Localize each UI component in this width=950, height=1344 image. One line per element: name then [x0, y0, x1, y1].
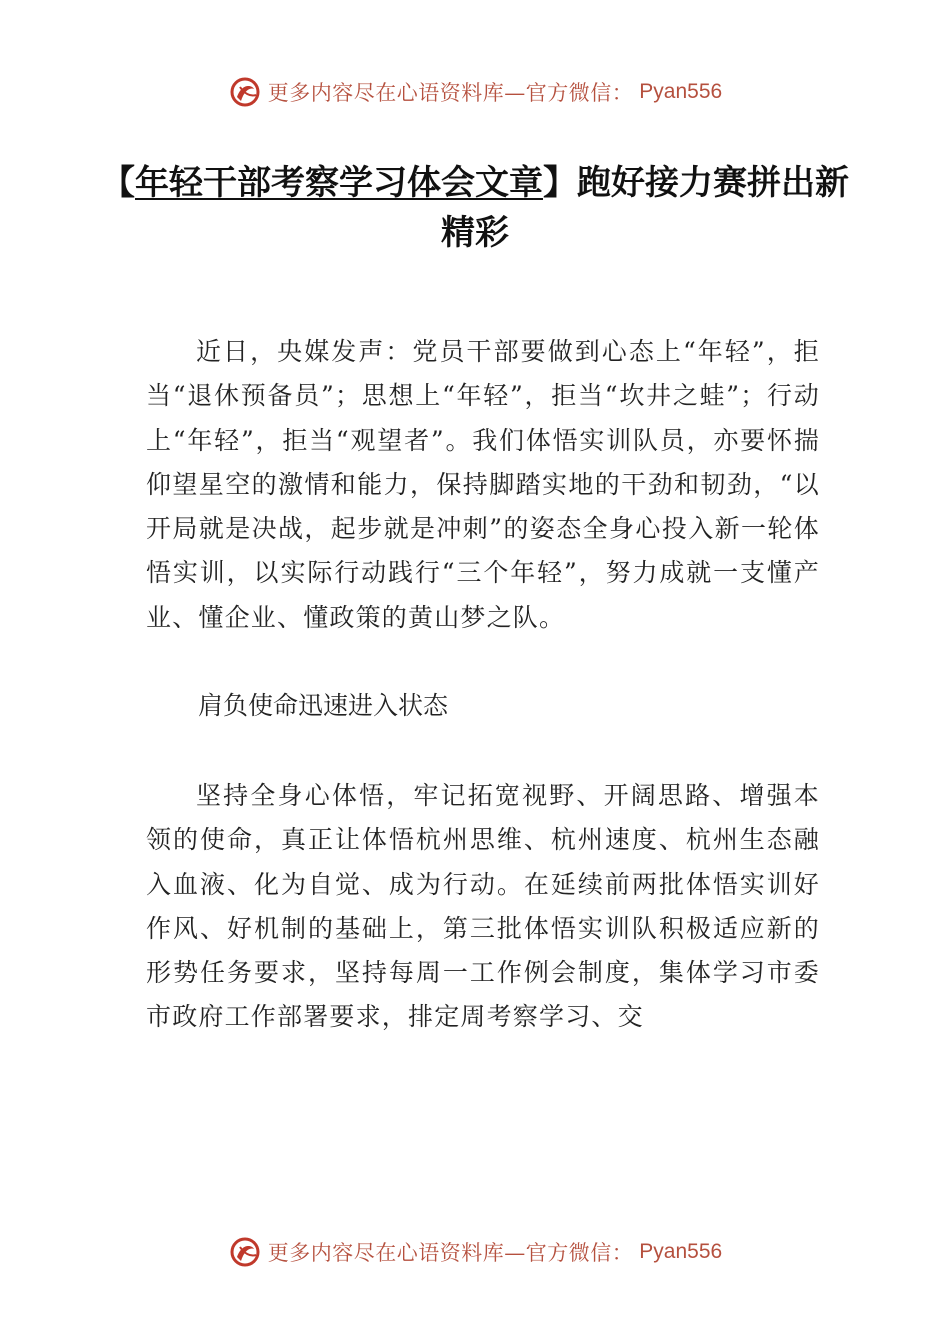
banner-text: 更多内容尽在心语资料库—官方微信： [267, 1241, 634, 1265]
title-bracket-close: 】 [543, 163, 577, 203]
wechat-id: Pyan556 [639, 1240, 723, 1263]
red-swirl-logo-icon [228, 75, 262, 109]
article-title [100, 158, 850, 258]
banner-text: 更多内容尽在心语资料库—官方微信： [267, 81, 634, 105]
red-swirl-logo-icon [228, 1235, 262, 1269]
wechat-id: Pyan556 [639, 80, 723, 103]
footer-banner [0, 1232, 950, 1272]
section-heading: 肩负使命迅速进入状态 [198, 691, 449, 720]
title-rest: 跑好接力赛拼出新精彩 [441, 163, 849, 253]
header-banner [0, 72, 950, 112]
title-bracket-open: 【 [101, 163, 135, 203]
paragraph-section-1: 坚持全身心体悟，牢记拓宽视野、开阔思路、增强本领的使命，真正让体悟杭州思维、杭州速度、杭州生态融入血液、化为自觉、成为行动。在延续前两批体悟实训好作风、好机制的基础上，第三批体悟实训队积极适应新的形势任务要求，坚持每周一工作例会制度，集体学习市委市政府工作部署要求，排定周考察学习、交 [146, 781, 820, 1032]
title-underlined-link[interactable]: 年轻干部考察学习体会文章 [135, 163, 543, 203]
paragraph-intro: 近日，央媒发声：党员干部要做到心态上“年轻”，拒当“退休预备员”；思想上“年轻”，拒当“坎井之蛙”；行动上“年轻”，拒当“观望者”。我们体悟实训队员，亦要怀揣仰望星空的激情和能力，保持脚踏实地的干劲和韧劲，“以开局就是决战，起步就是冲刺”的姿态全身心投入新一轮体悟实训，以实际行动践行“三个年轻”，努力成就一支懂产业、懂企业、懂政策的黄山梦之队。 [146, 337, 820, 632]
